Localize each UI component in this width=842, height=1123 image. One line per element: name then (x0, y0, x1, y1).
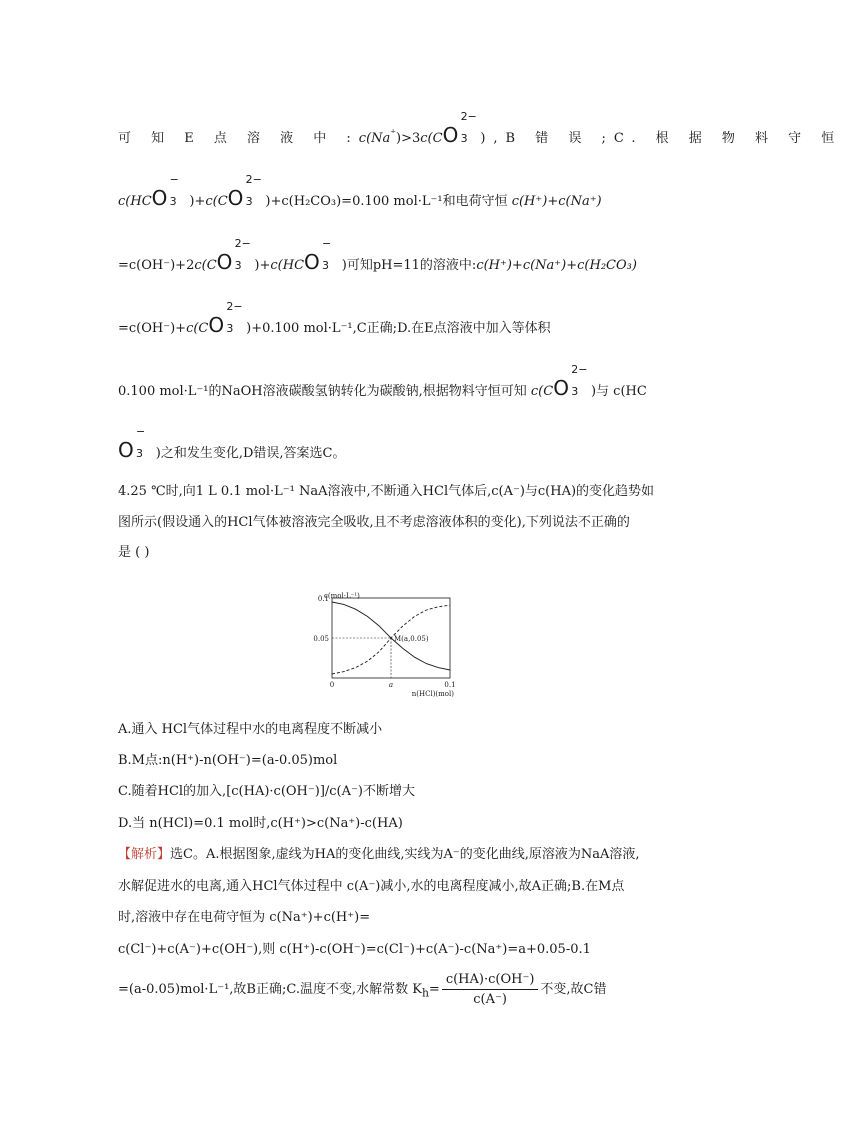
y-axis-label: c(mol·L⁻¹) (324, 592, 360, 600)
text-line-2: c(HCO − 3 )+c(CO 2− 3 )+c(H₂CO₃)=0.100 mol·L⁻¹和电荷守恒 c(H⁺)+c(Na⁺) (118, 173, 602, 210)
carbonate-ion: O 2− 3 (227, 173, 262, 210)
text-line-5: 0.100 mol·L⁻¹的NaOH溶液碳酸氢钠转化为碳酸钠,根据物料守恒可知 c(CO 2− 3 )与 c(HC (118, 363, 647, 400)
hydrolysis-fraction: $\frac{c(HA)\cdot c(OH^-)}{c(A^-)}$ (442, 972, 539, 1007)
analysis-line-4: c(Cl⁻)+c(A⁻)+c(OH⁻),则 c(H⁺)-c(OH⁻)=c(Cl⁻)+c(A⁻)-c(Na⁺)=a+0.05-0.1 (118, 942, 591, 957)
question-4-line-3: 是 ( ) (118, 545, 150, 560)
x-tick-label: a (388, 681, 394, 689)
analysis-line-2: 水解促进水的电离,通入HCl气体过程中 c(A⁻)减小,水的电离程度减小,故A正确;B.在M点 (118, 879, 625, 894)
text-line-4: =c(OH⁻)+c(CO 2− 3 )+0.100 mol·L⁻¹,C正确;D.在E点溶液中加入等体积 (118, 300, 551, 337)
bicarbonate-ion: O − 3 (118, 425, 146, 462)
point-m-label: M(a,0.05) (394, 635, 429, 643)
bicarbonate-ion: O − 3 (151, 173, 179, 210)
carbonate-ion: O 2− 3 (553, 363, 588, 400)
analysis-line-5: =(a-0.05)mol·L⁻¹,故B正确;C.温度不变,水解常数 $K_h=$ $\frac{c(HA)\cdot c(OH^-)}{c(A^-)}$ 不变,故C错 (118, 972, 607, 1007)
carbonate-ion: O 2− 3 (442, 110, 477, 147)
text-line-3: =c(OH⁻)+2c(CO 2− 3 )+c(HCO − 3 )可知pH=11的溶液中:c(H⁺)+c(Na⁺)+c(H₂CO₃) (118, 237, 637, 274)
text-line-1: 可 知 E 点 溶 液 中 :c(Na⁺)>3c(CO 2− 3 ),B 错 误 ;C. 根 据 物 料 守 恒 (118, 110, 842, 147)
option-c: C.随着HCl的加入,[c(HA)·c(OH⁻)]/c(A⁻)不断增大 (118, 784, 415, 799)
x-tick-label: 0 (329, 681, 335, 689)
analysis-tag: 【解析】 (118, 847, 171, 862)
x-tick-label: 0.1 (444, 681, 456, 689)
question-4-line-1: 4.25 ℃时,向1 L 0.1 mol·L⁻¹ NaA溶液中,不断通入HCl气体后,c(A⁻)与c(HA)的变化趋势如 (118, 484, 655, 499)
carbonate-ion: O 2− 3 (208, 300, 243, 337)
text-line-6: O − 3 )之和发生变化,D错误,答案选C。 (118, 425, 346, 462)
question-4-line-2: 图所示(假设通入的HCl气体被溶液完全吸收,且不考虑溶液体积的变化),下列说法不正确的 (118, 515, 630, 530)
concentration-chart (310, 590, 490, 700)
option-a: A.通入 HCl气体过程中水的电离程度不断减小 (118, 722, 383, 737)
carbonate-ion: O 2− 3 (216, 237, 251, 274)
option-d: D.当 n(HCl)=0.1 mol时,c(H⁺)>c(Na⁺)-c(HA) (118, 816, 403, 831)
bicarbonate-ion: O − 3 (304, 237, 332, 274)
analysis-line-3: 时,溶液中存在电荷守恒为 c(Na⁺)+c(H⁺)= (118, 910, 371, 925)
option-b: B.M点:n(H⁺)-n(OH⁻)=(a-0.05)mol (118, 753, 338, 768)
y-tick-label: 0.05 (313, 635, 329, 643)
y-tick-label: 0.1 (317, 595, 329, 603)
x-axis-label: n(HCl)(mol) (411, 690, 454, 698)
analysis-line-1: 【解析】选C。A.根据图象,虚线为HA的变化曲线,实线为A⁻的变化曲线,原溶液为NaA溶液, (118, 847, 640, 862)
